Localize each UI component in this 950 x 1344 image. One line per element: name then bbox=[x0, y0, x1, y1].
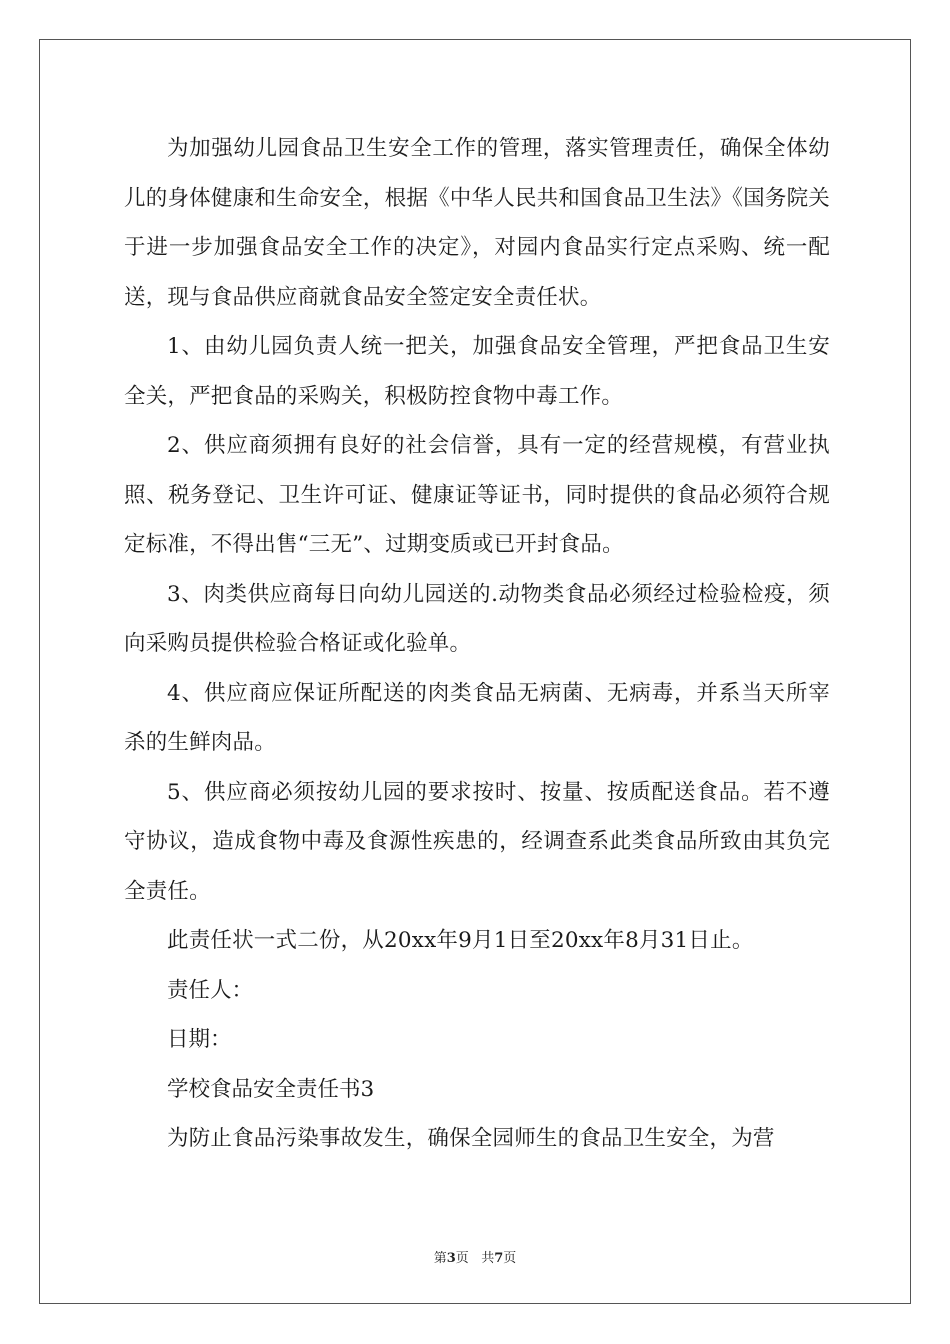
validity-statement: 此责任状一式二份，从20xx年9月1日至20xx年8月31日止。 bbox=[167, 928, 754, 953]
footer-total-prefix: 共 bbox=[481, 1251, 495, 1266]
section-title: 学校食品安全责任书3 bbox=[167, 1076, 375, 1102]
clause-3: 3、肉类供应商每日向幼儿园送的.动物类食品必须经过检验检疫，须向采购员提供检验合格证或化验单。 bbox=[124, 581, 830, 656]
responsible-person-label: 责任人： bbox=[167, 977, 254, 1003]
document-body bbox=[124, 124, 830, 1164]
footer-page-suffix: 页 bbox=[455, 1251, 469, 1266]
footer-total-suffix: 页 bbox=[503, 1251, 517, 1266]
next-paragraph: 为防止食品污染事故发生，确保全园师生的食品卫生安全，为营 bbox=[167, 1126, 775, 1151]
intro-paragraph: 为加强幼儿园食品卫生安全工作的管理，落实管理责任，确保全体幼儿的身体健康和生命安全，根据《中华人民共和国食品卫生法》《国务院关于进一步加强食品安全工作的决定》，对园内食品实行定点采购、统一配送，现与食品供应商就食品安全签定安全责任状。 bbox=[124, 136, 830, 310]
clause-1: 1、由幼儿园负责人统一把关，加强食品安全管理，严把食品卫生安全关，严把食品的采购关，积极防控食物中毒工作。 bbox=[124, 334, 830, 409]
page-footer bbox=[0, 1247, 950, 1266]
date-label: 日期： bbox=[167, 1027, 232, 1052]
footer-total-pages: 7 bbox=[494, 1251, 504, 1266]
footer-page-number: 3 bbox=[446, 1251, 456, 1266]
clause-2: 2、供应商须拥有良好的社会信誉，具有一定的经营规模，有营业执照、税务登记、卫生许可证、健康证等证书，同时提供的食品必须符合规定标准，不得出售“三无”、过期变质或已开封食品。 bbox=[124, 433, 830, 557]
clause-4: 4、供应商应保证所配送的肉类食品无病菌、无病毒，并系当天所宰杀的生鲜肉品。 bbox=[124, 680, 830, 755]
clause-5: 5、供应商必须按幼儿园的要求按时、按量、按质配送食品。若不遵守协议，造成食物中毒及食源性疾患的，经调查系此类食品所致由其负完全责任。 bbox=[124, 779, 830, 904]
footer-prefix: 第 bbox=[433, 1251, 447, 1266]
